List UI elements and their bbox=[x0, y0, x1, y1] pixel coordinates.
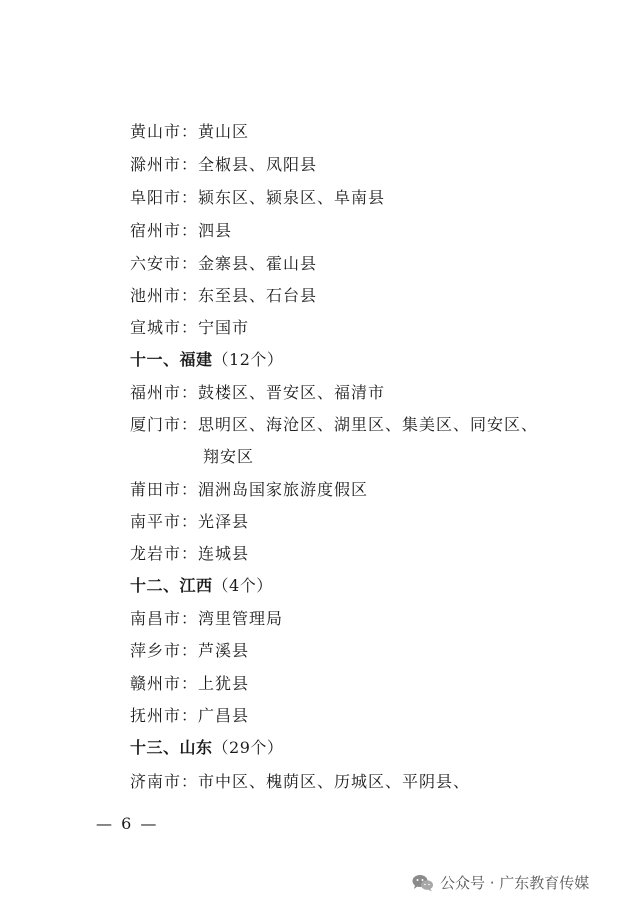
city-name: 宣城市： bbox=[130, 318, 199, 337]
list-item bbox=[130, 705, 600, 727]
section-count: （29个） bbox=[212, 738, 284, 757]
list-item bbox=[130, 771, 600, 793]
city-name: 福州市： bbox=[130, 383, 199, 402]
list-item bbox=[130, 317, 600, 339]
county-list: 宁国市 bbox=[198, 318, 250, 337]
county-list: 鼓楼区、晋安区、福清市 bbox=[198, 383, 386, 402]
county-list: 连城县 bbox=[198, 544, 250, 563]
city-name: 南昌市： bbox=[130, 609, 199, 628]
city-name: 济南市： bbox=[130, 772, 199, 791]
list-item bbox=[130, 673, 600, 695]
section-title: 十二、江西 bbox=[130, 576, 213, 595]
county-list: 湾里管理局 bbox=[198, 609, 284, 628]
list-item bbox=[130, 285, 600, 307]
page-number: — 6 — bbox=[96, 814, 159, 833]
section-count: （12个） bbox=[212, 350, 284, 369]
section-heading bbox=[130, 575, 600, 597]
wechat-icon bbox=[412, 874, 434, 892]
county-list: 上犹县 bbox=[198, 674, 250, 693]
city-name: 抚州市： bbox=[130, 706, 199, 725]
section-heading bbox=[130, 349, 600, 371]
county-list: 广昌县 bbox=[198, 706, 250, 725]
section-count: （4个） bbox=[212, 576, 273, 595]
county-list: 翔安区 bbox=[203, 447, 255, 466]
city-name: 池州市： bbox=[130, 286, 199, 305]
city-name: 黄山市： bbox=[130, 122, 199, 141]
city-name: 宿州市： bbox=[130, 221, 199, 240]
county-list: 市中区、槐荫区、历城区、平阴县、 bbox=[198, 772, 471, 791]
list-item bbox=[130, 640, 600, 662]
city-name: 六安市： bbox=[130, 254, 199, 273]
list-item bbox=[130, 253, 600, 275]
section-title: 十一、福建 bbox=[130, 350, 213, 369]
list-item bbox=[130, 220, 600, 242]
list-item bbox=[130, 154, 600, 176]
list-item bbox=[130, 543, 600, 565]
city-name: 赣州市： bbox=[130, 674, 199, 693]
county-list: 芦溪县 bbox=[198, 641, 250, 660]
section-heading bbox=[130, 737, 600, 759]
county-list: 全椒县、凤阳县 bbox=[198, 155, 318, 174]
county-list: 思明区、海沧区、湖里区、集美区、同安区、 bbox=[198, 415, 539, 434]
county-list: 泗县 bbox=[198, 221, 233, 240]
list-item bbox=[130, 511, 600, 533]
city-name: 南平市： bbox=[130, 512, 199, 531]
city-name: 厦门市： bbox=[130, 415, 199, 434]
watermark-text: 公众号 · 广东教育传媒 bbox=[440, 874, 590, 892]
list-item bbox=[130, 479, 600, 501]
city-name: 阜阳市： bbox=[130, 188, 199, 207]
list-item-continuation bbox=[203, 446, 643, 468]
county-list: 光泽县 bbox=[198, 512, 250, 531]
list-item bbox=[130, 382, 600, 404]
city-name: 滁州市： bbox=[130, 155, 199, 174]
list-item bbox=[130, 121, 600, 143]
list-item bbox=[130, 187, 600, 209]
list-item bbox=[130, 608, 600, 630]
city-name: 萍乡市： bbox=[130, 641, 199, 660]
county-list: 黄山区 bbox=[198, 122, 250, 141]
list-item bbox=[130, 414, 600, 436]
section-title: 十三、山东 bbox=[130, 738, 213, 757]
county-list: 颍东区、颍泉区、阜南县 bbox=[198, 188, 386, 207]
county-list: 金寨县、霍山县 bbox=[198, 254, 318, 273]
city-name: 莆田市： bbox=[130, 480, 199, 499]
county-list: 湄洲岛国家旅游度假区 bbox=[198, 480, 369, 499]
county-list: 东至县、石台县 bbox=[198, 286, 318, 305]
city-name: 龙岩市： bbox=[130, 544, 199, 563]
